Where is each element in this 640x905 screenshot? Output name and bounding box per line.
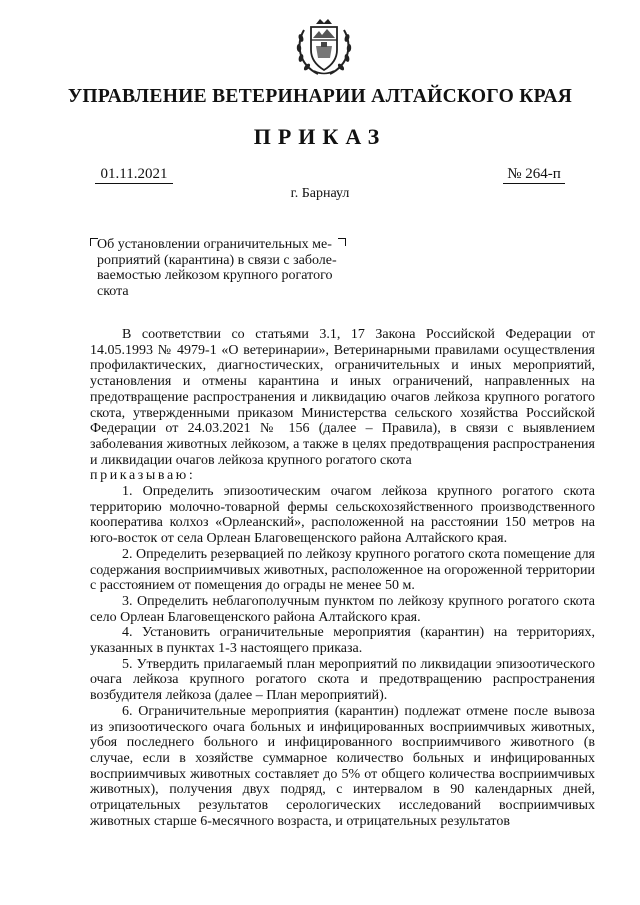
organization-name: УПРАВЛЕНИЕ ВЕТЕРИНАРИИ АЛТАЙСКОГО КРАЯ bbox=[67, 86, 573, 107]
order-item-4: 4. Установить ограничительные мероприятия (карантин) на территориях, указанных в пунктах 1-3 настоящего приказа. bbox=[90, 625, 595, 657]
order-word: приказываю: bbox=[90, 468, 196, 484]
order-number: № 264-п bbox=[503, 166, 565, 184]
order-subject: Об установлении ограничительных ме-роприятий (карантина) в связи с заболе-ваемостью лейкозом крупного рогатого скота bbox=[97, 237, 337, 299]
order-item-3: 3. Определить неблагополучным пунктом по лейкозу крупного рогатого скота село Орлеан Благовещенского района Алтайского края. bbox=[90, 593, 595, 625]
document-type-title: ПРИКАЗ bbox=[253, 124, 387, 149]
preamble-paragraph: В соответствии со статьями 3.1, 17 Закона Российской Федерации от 14.05.1993 № 4979-1 «О ветеринарии», Ветеринарными правилами осуществления профилактических, диагностических, ограничительных и иных мероприятий, установления и отмены карантина и иных ограничений, направленных на предотвращение распространения и ликвидацию очагов лейкоза крупного рогатого скота, утвержденными приказом Министерства сельского хозяйства Российской Федерации от 24.03.2021 № 156 (далее – Правила), в связи с выявлением заболевания животных лейкозом, а также в целях предотвращения распространения и ликвидации очагов лейкоза крупного рогатого скота bbox=[90, 327, 595, 468]
altai-coat-of-arms-icon bbox=[294, 16, 354, 78]
order-item-2: 2. Определить резервацией по лейкозу крупного рогатого скота помещение для содержания восприимчивых животных, расположенное на огороженной территории с расстоянием от помещения до ограды не менее 50 м. bbox=[90, 546, 595, 594]
issue-city: г. Барнаул bbox=[290, 186, 350, 201]
order-item-1: 1. Определить эпизоотическим очагом лейкоза крупного рогатого скота территорию молочно-товарной фермы сельскохозяйственного производственного кооператива колхоз «Орлеанский», расположенной на расстоянии 150 метров на юго-восток от села Орлеан Благовещенского района Алтайского края. bbox=[90, 484, 595, 547]
order-body bbox=[90, 327, 595, 830]
order-date: 01.11.2021 bbox=[95, 166, 173, 184]
order-item-5: 5. Утвердить прилагаемый план мероприятий по ликвидации эпизоотического очага лейкоза крупного рогатого скота и предотвращению распространения возбудителя лейкоза (далее – План мероприятий). bbox=[90, 656, 595, 704]
order-item-6: 6. Ограничительные мероприятия (карантин) подлежат отмене после вывоза из эпизоотического очага больных и инфицированных восприимчивых животных, убоя последнего больного и инфицированного восприимчивого животного (в случае, если в хозяйстве суммарное количество больных и инфицированных восприимчивых животных составляет до 5% от общего количества восприимчивых животных), получения двух подряд, с интервалом в 90 календарных дней, отрицательных результатов серологических исследований восприимчивых животных старше 6-месячного возраста, и отрицательных результатов bbox=[90, 703, 595, 829]
